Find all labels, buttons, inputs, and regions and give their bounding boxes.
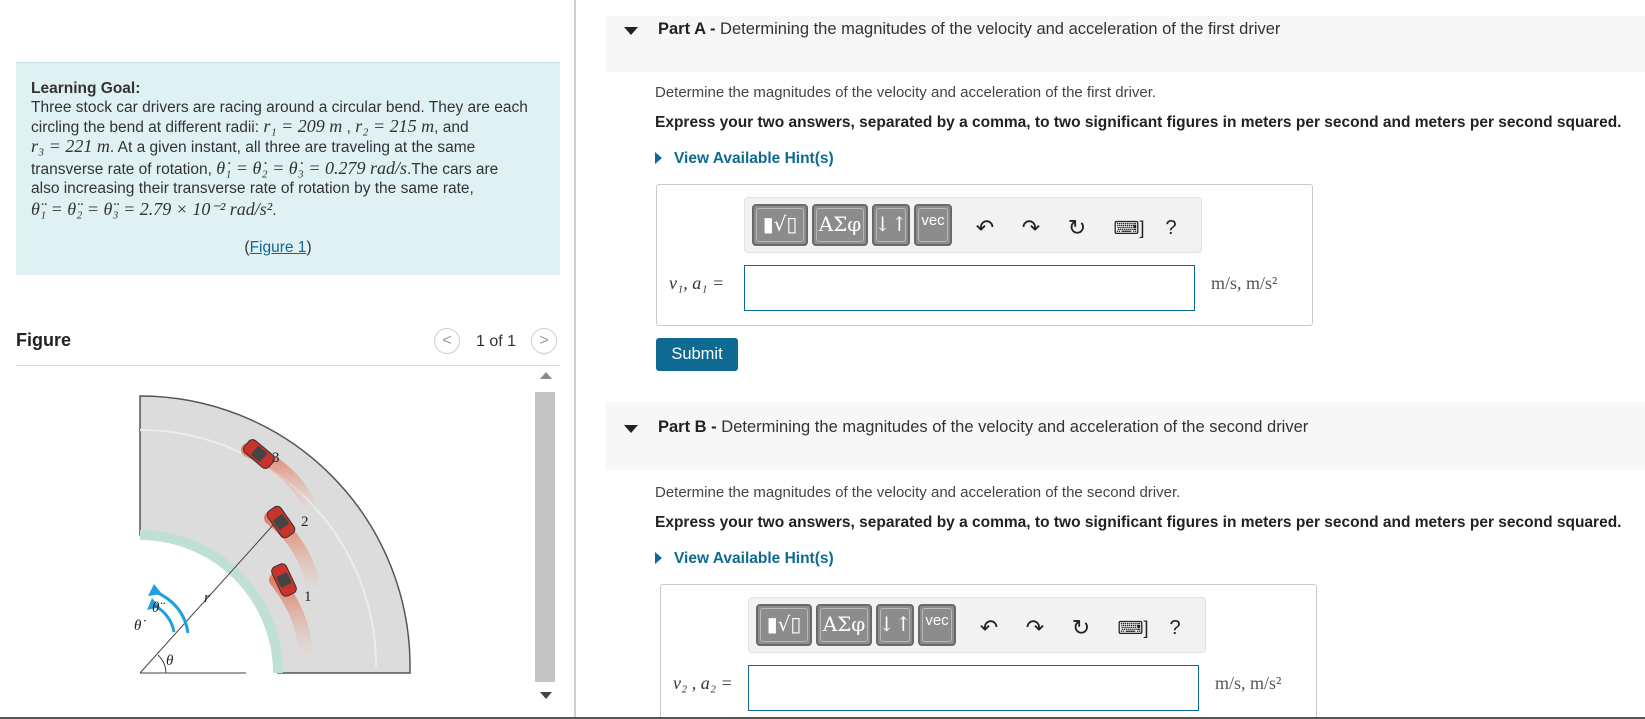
part-a-instruction: Express your two answers, separated by a comma, to two significant figures in meters per second and meters per second squared.	[655, 114, 1622, 131]
figure-title: Figure	[16, 330, 72, 350]
templates-icon: ▮√▯	[766, 612, 802, 636]
greek-symbols-button[interactable]	[812, 204, 868, 246]
caret-down-icon[interactable]	[624, 27, 638, 35]
theta-ddot-label: θ̈	[152, 600, 160, 616]
scroll-up-icon[interactable]	[540, 372, 552, 379]
learning-goal-line3	[31, 137, 545, 157]
templates-button[interactable]	[752, 204, 808, 246]
caret-down-icon[interactable]	[624, 425, 638, 433]
radius-r3: r₃ = 221 m	[31, 136, 110, 156]
theta-ddot-value: θ̈₁ = θ̈₂ = θ̈₃ = 2.79 × 10⁻² rad/s²	[31, 199, 273, 219]
theta-label: θ	[166, 653, 174, 669]
reset-icon[interactable]: ↻	[1071, 615, 1091, 640]
part-b-hint-label: View Available Hint(s)	[674, 550, 834, 567]
keyboard-icon[interactable]: ⌨]	[1117, 618, 1149, 638]
part-b-title	[658, 418, 1308, 437]
reset-icon[interactable]: ↻	[1067, 215, 1087, 240]
goal-text-4-tail: .The cars are	[406, 161, 499, 178]
goal-text-1: Three stock car drivers are racing around a circular bend. They are each	[31, 99, 528, 116]
part-b-variable-label: v₂ , a₂ =	[673, 673, 733, 693]
radius-r2: r₂ = 215 m	[355, 116, 435, 136]
templates-icon: ▮√▯	[762, 212, 798, 236]
figure-link-row	[31, 238, 525, 257]
part-b-hint-toggle[interactable]	[655, 550, 834, 568]
part-a-math-toolbar	[744, 197, 1202, 253]
greek-icon: ΑΣφ	[822, 612, 866, 636]
radius-r1: r₁ = 209 m	[263, 116, 343, 136]
part-a-units: m/s, m/s²	[1211, 273, 1278, 293]
figure-link-open: (	[244, 239, 250, 256]
goal-text-4: transverse rate of rotation,	[31, 161, 212, 178]
goal-and: , and	[434, 119, 469, 136]
redo-icon[interactable]: ↷	[1025, 615, 1045, 640]
part-b-units: m/s, m/s²	[1215, 673, 1282, 693]
part-a-hint-label: View Available Hint(s)	[674, 150, 834, 167]
part-b-answer-input[interactable]	[748, 665, 1199, 711]
vector-button[interactable]	[918, 604, 956, 646]
figure-scrollbar[interactable]	[534, 370, 556, 710]
help-icon[interactable]: ?	[1169, 617, 1181, 639]
theta-dot-label: θ̇	[134, 618, 142, 634]
chevron-left-icon: <	[442, 332, 452, 349]
race-track-diagram	[16, 370, 534, 719]
goal-text-5: also increasing their transverse rate of rotation by the same rate,	[31, 180, 474, 197]
part-a-prompt: Determine the magnitudes of the velocity and acceleration of the first driver.	[655, 84, 1157, 101]
caret-right-icon	[655, 552, 662, 564]
vec-icon: vec	[925, 612, 949, 629]
scroll-down-icon[interactable]	[540, 692, 552, 699]
part-a-answer-input[interactable]	[744, 265, 1195, 311]
part-a-hint-toggle[interactable]	[655, 150, 834, 168]
column-divider	[574, 0, 576, 719]
learning-goal-line4	[31, 159, 545, 179]
part-a-variable-label: v₁, a₁ =	[669, 273, 725, 293]
part-a-title-text: Determining the magnitudes of the velocity and acceleration of the first driver	[715, 20, 1281, 38]
theta-arc	[158, 655, 166, 673]
next-figure-button[interactable]	[531, 328, 557, 354]
templates-button[interactable]	[756, 604, 812, 646]
redo-icon[interactable]: ↷	[1021, 215, 1041, 240]
left-panel	[0, 0, 574, 719]
subscript-button[interactable]	[872, 204, 910, 246]
learning-goal-line1	[31, 98, 545, 117]
radius-label: r	[204, 590, 210, 606]
figure-pager: 1 of 1	[476, 333, 517, 350]
figure-header	[16, 322, 560, 366]
subscript-button[interactable]	[876, 604, 914, 646]
caret-right-icon	[655, 152, 662, 164]
undo-icon[interactable]: ↶	[975, 215, 995, 240]
goal-text-3: . At a given instant, all three are traveling at the same	[109, 139, 476, 156]
learning-goal-title: Learning Goal:	[31, 80, 141, 97]
part-b-label: Part B -	[658, 418, 717, 436]
goal-text-6-tail: .	[272, 202, 277, 219]
part-b-header[interactable]	[606, 402, 1645, 470]
part-b-prompt: Determine the magnitudes of the velocity and acceleration of the second driver.	[655, 484, 1181, 501]
undo-icon[interactable]: ↶	[979, 615, 999, 640]
figure-1-link[interactable]: Figure 1	[249, 239, 307, 256]
rotation-arrowhead-outer	[148, 584, 162, 596]
part-a-title	[658, 20, 1280, 39]
part-a-submit-button[interactable]: Submit	[656, 338, 738, 371]
vector-button[interactable]	[914, 204, 952, 246]
car-3-label: 3	[272, 450, 280, 466]
figure-image	[16, 370, 534, 719]
greek-icon: ΑΣφ	[818, 212, 862, 236]
part-a-label: Part A -	[658, 20, 716, 38]
prev-figure-button[interactable]	[434, 328, 460, 354]
help-icon[interactable]: ?	[1165, 217, 1177, 239]
part-a-header[interactable]	[606, 16, 1645, 72]
goal-text-2: circling the bend at different radii:	[31, 119, 260, 136]
scroll-thumb[interactable]	[535, 392, 555, 682]
learning-goal-line6	[31, 200, 545, 220]
part-b-math-toolbar	[748, 597, 1206, 653]
vec-icon: vec	[921, 212, 945, 229]
learning-goal-line5	[31, 179, 545, 198]
part-b-instruction: Express your two answers, separated by a comma, to two significant figures in meters per second and meters per second squared.	[655, 514, 1622, 531]
car-2-label: 2	[301, 514, 309, 530]
part-b-title-text: Determining the magnitudes of the velocity and acceleration of the second driver	[716, 418, 1309, 436]
chevron-right-icon: >	[539, 332, 549, 349]
figure-link-close: )	[306, 239, 312, 256]
learning-goal-line2: circling the bend at different radii: r₁ = 209 m , r₂ = 215 m, and	[31, 116, 469, 136]
arrows-icon: ↓↑	[874, 212, 908, 236]
theta-dot-value: θ̇₁ = θ̇₂ = θ̇₃ = 0.279 rad/s	[216, 158, 407, 178]
arrows-icon: ↓↑	[878, 612, 912, 636]
car-1-label: 1	[304, 589, 312, 605]
learning-goal-box	[16, 62, 560, 275]
keyboard-icon[interactable]: ⌨]	[1113, 218, 1145, 238]
part-b-answer-box	[660, 584, 1317, 719]
part-a-answer-box	[656, 184, 1313, 326]
greek-symbols-button[interactable]	[816, 604, 872, 646]
